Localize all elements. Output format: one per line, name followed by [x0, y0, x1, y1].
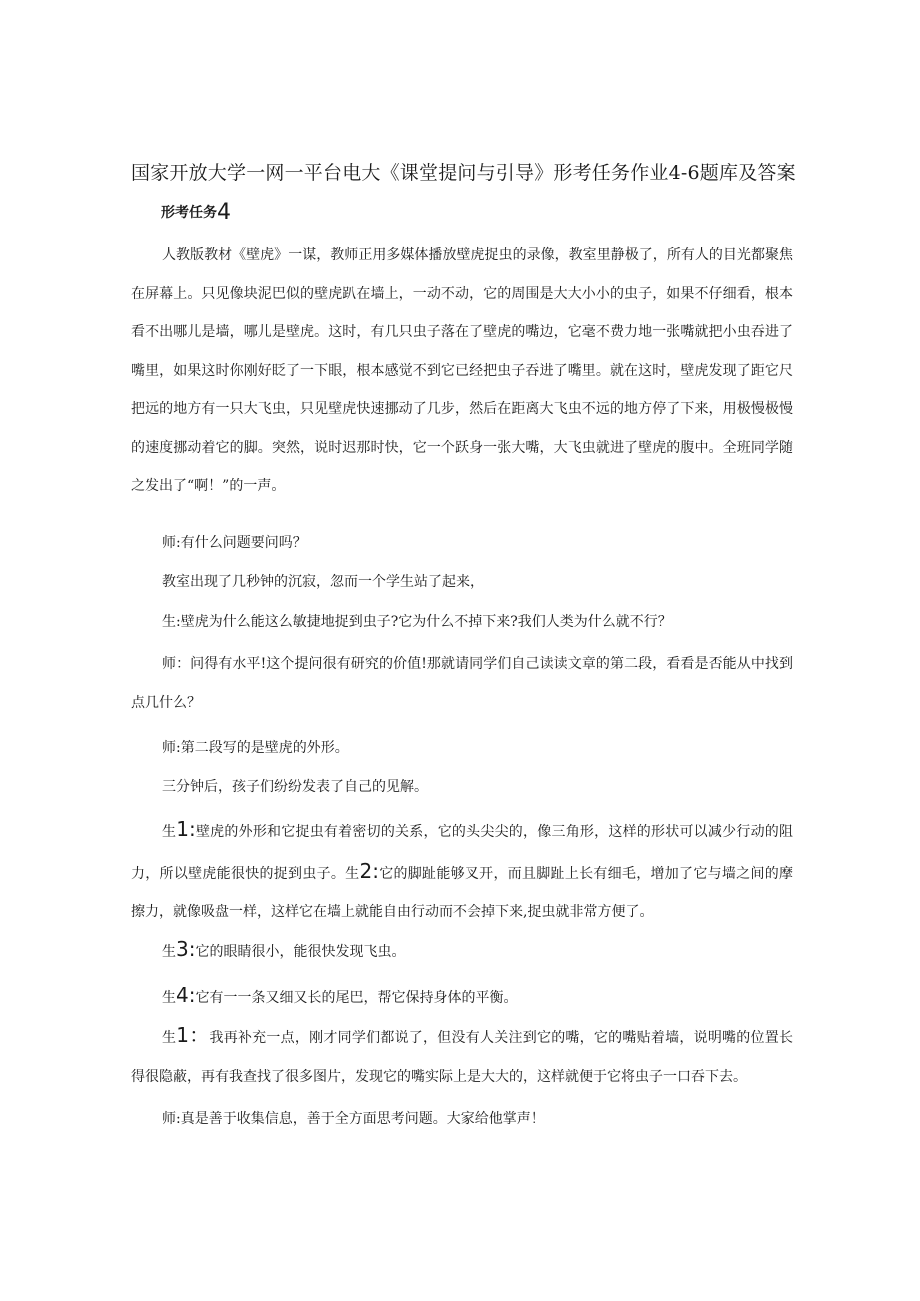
paragraph-teacher-praise: 师：问得有水平!这个提问很有研究的价值!那就请同学们自己读读文章的第二段，看看是否能从中找到点几什么？ — [131, 656, 793, 711]
paragraph-teacher-question: 师:有什么问题要问吗？ — [162, 535, 307, 551]
speaker-number: 4 — [176, 983, 189, 1007]
speaker-label: 生 — [162, 1030, 177, 1046]
speaker-label: 生 — [162, 944, 176, 960]
paragraph-silence: 教室出现了几秒钟的沉寂，忽而一个学生站了起来， — [162, 574, 484, 590]
section-heading-label: 形考任务 — [161, 205, 217, 221]
section-heading — [161, 200, 231, 226]
speaker-label: 生 — [162, 824, 177, 840]
answer-text: 我再补充一点，刚才同学们都说了，但没有人关注到它的嘴，它的嘴贴着墙，说明嘴的位置长得很隐蔽，再有我查找了很多图片，发现它的嘴实际上是大大的，这样就便于它将虫子一口吞下去。 — [131, 1030, 794, 1085]
paragraph-teacher-conclusion: 师:真是善于收集信息，善于全方面思考问题。大家给他掌声！ — [162, 1111, 545, 1127]
paragraph-student-answers-1-2 — [131, 810, 793, 932]
speaker-number: 1 — [176, 1023, 189, 1047]
paragraph-three-minutes: 三分钟后，孩子们纷纷发表了自己的见解。 — [162, 779, 428, 795]
paragraph-student-question: 生:壁虎为什么能这么敏捷地捉到虫子?它为什么不掉下来?我们人类为什么就不行？ — [162, 614, 672, 630]
speaker-label: 生 — [162, 990, 176, 1006]
speaker-separator: : — [188, 937, 196, 961]
document-title: 国家开放大学一网一平台电大《课堂提问与引导》形考任务作业4-6题库及答案 — [131, 162, 796, 184]
paragraph-student-supplement — [131, 1016, 793, 1096]
answer-text: 它有一一条又细又长的尾巴，帮它保持身体的平衡。 — [195, 990, 518, 1006]
answer-text: 它的脚趾能够叉开，而且脚趾上长有细毛，增加了它与墙之间的摩擦力，就像吸盘一样，这样它在墙上就能自由行动而不会掉下来,捉虫就非常方便了。 — [131, 865, 794, 920]
speaker-number: 1 — [176, 817, 189, 841]
speaker-label: 生 — [345, 865, 360, 882]
speaker-separator: : — [188, 817, 196, 841]
speaker-number: 2 — [359, 858, 373, 883]
paragraph-story: 人教版教材《壁虎》一谋，教师正用多媒体播放壁虎捉虫的录像，教室里静极了，所有人的目光都聚焦在屏幕上。只见像块泥巴似的壁虎趴在墙上，一动不动，它的周围是大大小小的虫子，如果不仔细看，根本看不出哪儿是墙，哪儿是壁虎。这时，有几只虫子落在了壁虎的嘴边，它毫不费力地一张嘴就把小虫吞进了嘴里，如果这时你刚好眨了一下眼，根本感觉不到它已经把虫子吞进了嘴里。就在这时，壁虎发现了距它尺把远的地方有一只大飞虫，只见壁虎快速挪动了几步，然后在距离大飞虫不远的地方停了下来，用极慢极慢的速度挪动着它的脚。突然，说时迟那时快，它一个跃身一张大嘴，大飞虫就进了壁虎的腹中。全班同学随之发出了“啊！”的一声。 — [131, 247, 793, 494]
speaker-separator: : — [372, 858, 379, 883]
speaker-number: 3 — [176, 937, 189, 961]
speaker-separator: ： — [188, 1023, 210, 1047]
speaker-separator: : — [188, 983, 196, 1007]
paragraph-student-answer-4 — [131, 976, 793, 1018]
paragraph-second-section: 师:第二段写的是壁虎的外形。 — [162, 740, 349, 756]
answer-text: 壁虎的外形和它捉虫有着密切的关系，它的头尖尖的，像三角形，这样的形状可以减少行动的阻力，所以壁虎能很快的捉到虫子。 — [131, 824, 794, 882]
section-heading-number: 4 — [217, 200, 231, 225]
paragraph-student-answer-3 — [131, 930, 793, 972]
answer-text: 它的眼睛很小，能很快发现飞虫。 — [195, 944, 406, 960]
